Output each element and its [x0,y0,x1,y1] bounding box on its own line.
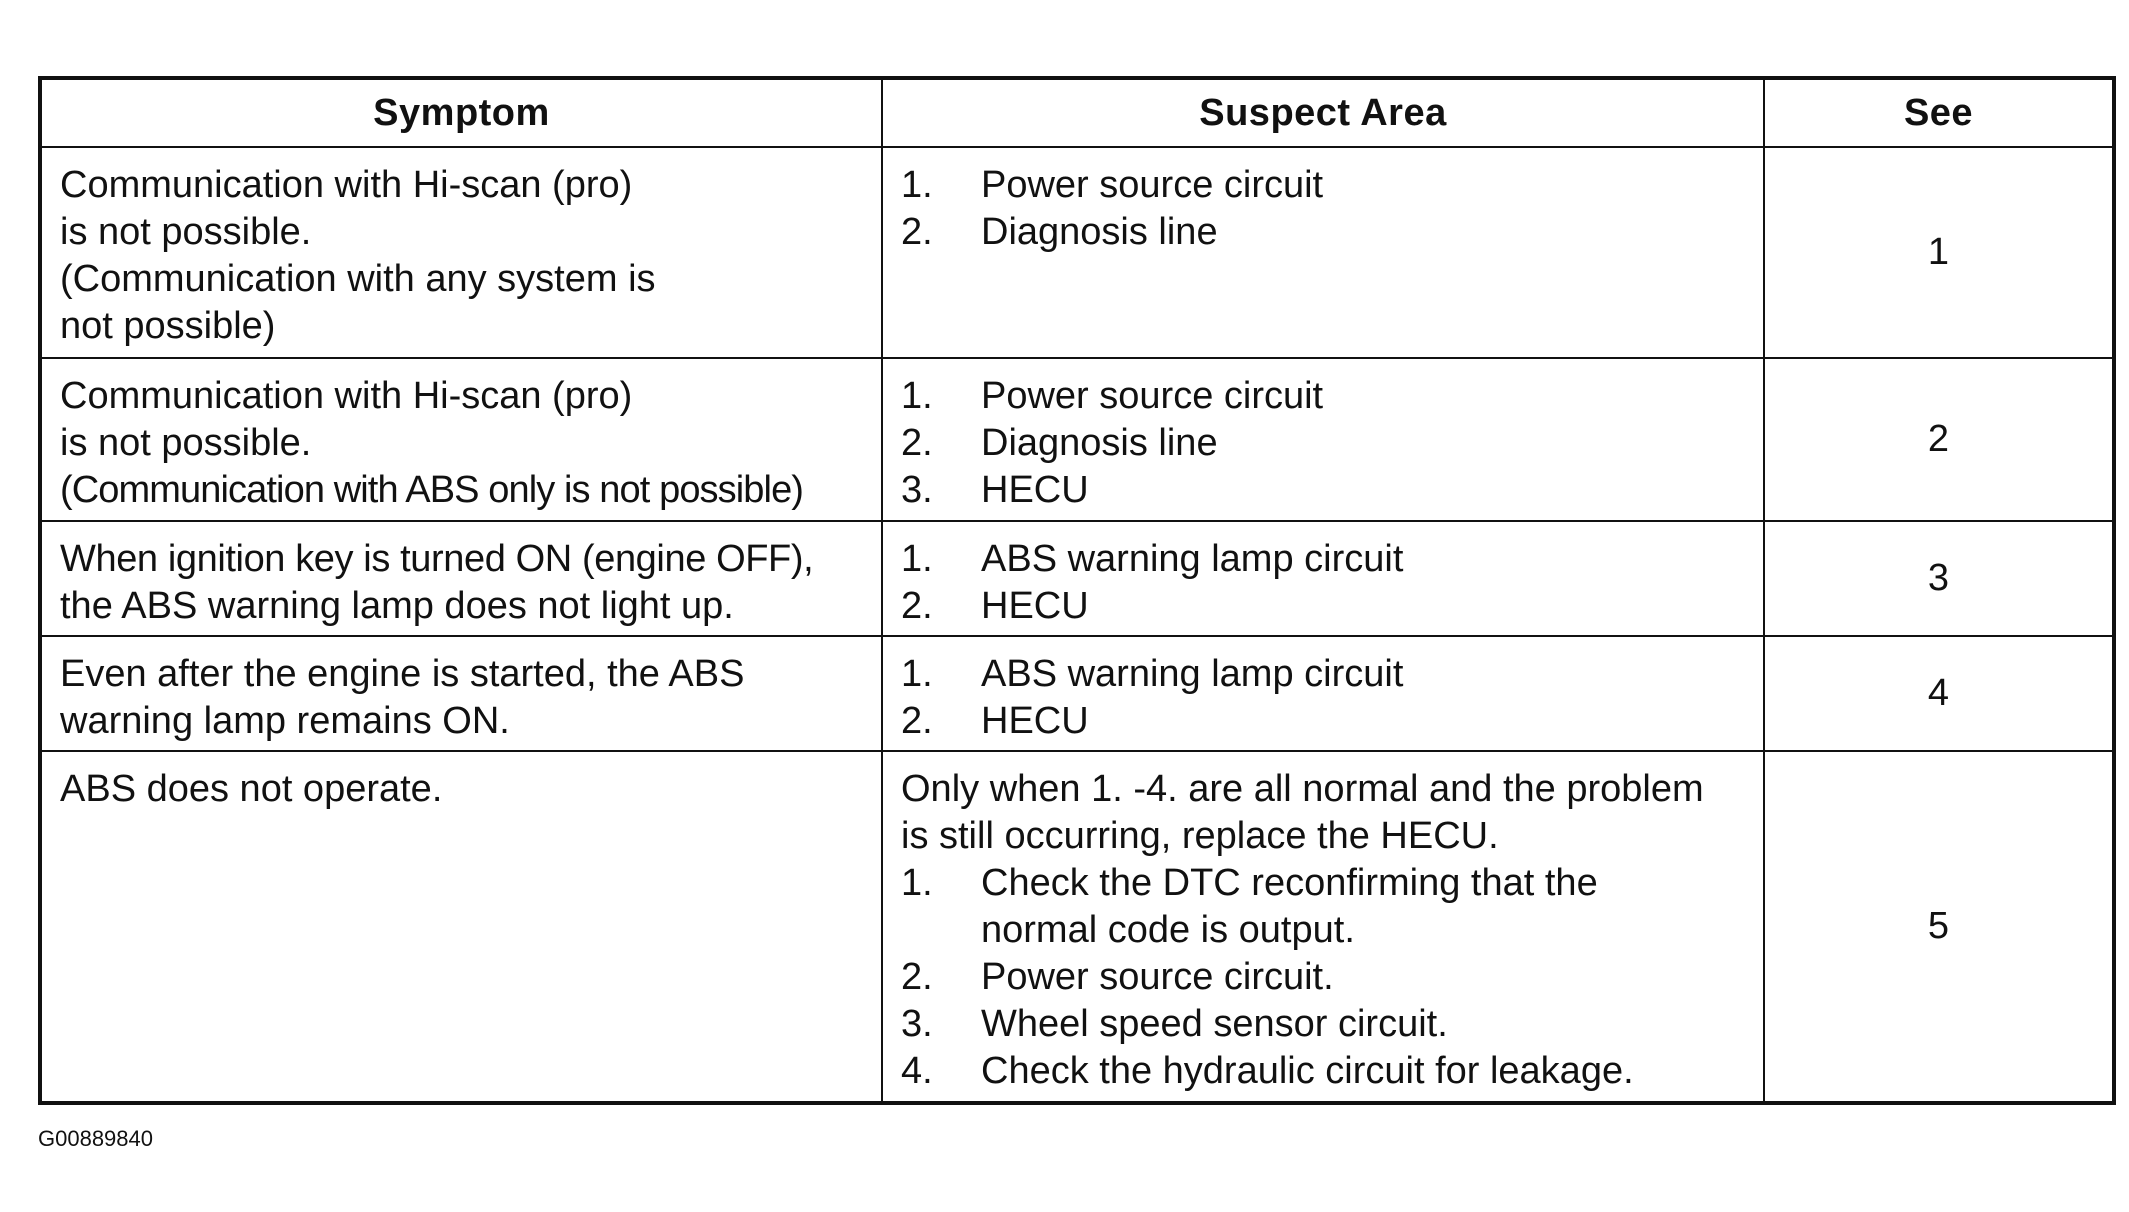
suspect-area-item [901,954,1745,1001]
item-number: 2. [901,422,933,465]
see-reference: 1 [1764,147,2114,358]
table-row [40,358,2114,521]
symptom-text: Even after the engine is started, the ABS [60,653,745,696]
suspect-area-item [901,420,1745,467]
suspect-area-item [901,1048,1745,1095]
suspect-area-item [901,583,1745,630]
item-number: 3. [901,469,933,512]
symptom-cell [40,147,882,358]
symptom-text: not possible) [60,305,276,347]
item-number: 1. [901,653,933,696]
symptom-cell [40,636,882,751]
item-text: ABS warning lamp circuit [981,538,1404,581]
item-number: 2. [901,700,933,743]
symptom-text: Communication with Hi-scan (pro) [60,164,633,206]
item-text: Diagnosis line [981,422,1218,465]
table-row [40,147,2114,358]
item-text: ABS warning lamp circuit [981,653,1404,696]
item-text: Diagnosis line [981,211,1218,253]
symptom-text: is not possible. [60,211,312,253]
symptom-cell [40,521,882,636]
table-row [40,636,2114,751]
header-symptom: Symptom [40,78,882,147]
troubleshooting-table [38,76,2116,1105]
suspect-area-item [901,209,1745,256]
symptom-text: warning lamp remains ON. [60,700,510,743]
suspect-area-cell [882,751,1764,1103]
suspect-area-item [901,1001,1745,1048]
see-reference: 5 [1764,751,2114,1103]
suspect-area-cell [882,636,1764,751]
suspect-area-item [901,373,1745,420]
suspect-area-item [901,651,1745,698]
suspect-area-item [901,467,1745,514]
suspect-area-item [901,860,1745,954]
suspect-area-cell [882,358,1764,521]
item-text: Power source circuit. [981,955,1334,998]
item-number: 1. [901,861,933,904]
see-reference: 4 [1764,636,2114,751]
symptom-text: is not possible. [60,422,312,465]
item-number: 1. [901,375,933,418]
item-number: 1. [901,538,933,581]
item-text: HECU [981,469,1089,512]
item-number: 4. [901,1049,933,1092]
symptom-text: ABS does not operate. [60,767,443,810]
suspect-area-item [901,536,1745,583]
item-text: Check the hydraulic circuit for leakage. [981,1049,1634,1092]
symptom-text: the ABS warning lamp does not light up. [60,585,734,628]
item-number: 2. [901,955,933,998]
symptom-cell [40,751,882,1103]
table-row [40,521,2114,636]
symptom-text: When ignition key is turned ON (engine OFF), [60,538,814,581]
see-reference: 2 [1764,358,2114,521]
item-text: Power source circuit [981,164,1324,206]
table-header-row [40,78,2114,147]
figure-id: G00889840 [38,1126,153,1151]
item-text: Wheel speed sensor circuit. [981,1002,1448,1045]
symptom-text: (Communication with any system is [60,258,656,300]
symptom-cell [40,358,882,521]
see-reference: 3 [1764,521,2114,636]
item-number: 2. [901,211,933,253]
item-number: 3. [901,1002,933,1045]
symptom-text: Communication with Hi-scan (pro) [60,375,633,418]
table-row [40,751,2114,1103]
suspect-area-item [901,162,1745,209]
suspect-area-cell [882,147,1764,358]
suspect-area-cell [882,521,1764,636]
item-text: normal code is output. [981,908,1355,951]
header-see: See [1764,78,2114,147]
symptom-text: (Communication with ABS only is not possible) [60,469,804,512]
suspect-area-note: is still occurring, replace the HECU. [901,814,1499,857]
item-text: Check the DTC reconfirming that the [981,861,1598,904]
item-text: HECU [981,700,1089,743]
suspect-area-item [901,698,1745,745]
item-text: Power source circuit [981,375,1324,418]
header-suspect-area: Suspect Area [882,78,1764,147]
item-text: HECU [981,585,1089,628]
item-number: 1. [901,164,933,206]
suspect-area-note: Only when 1. -4. are all normal and the problem [901,767,1704,810]
item-number: 2. [901,585,933,628]
